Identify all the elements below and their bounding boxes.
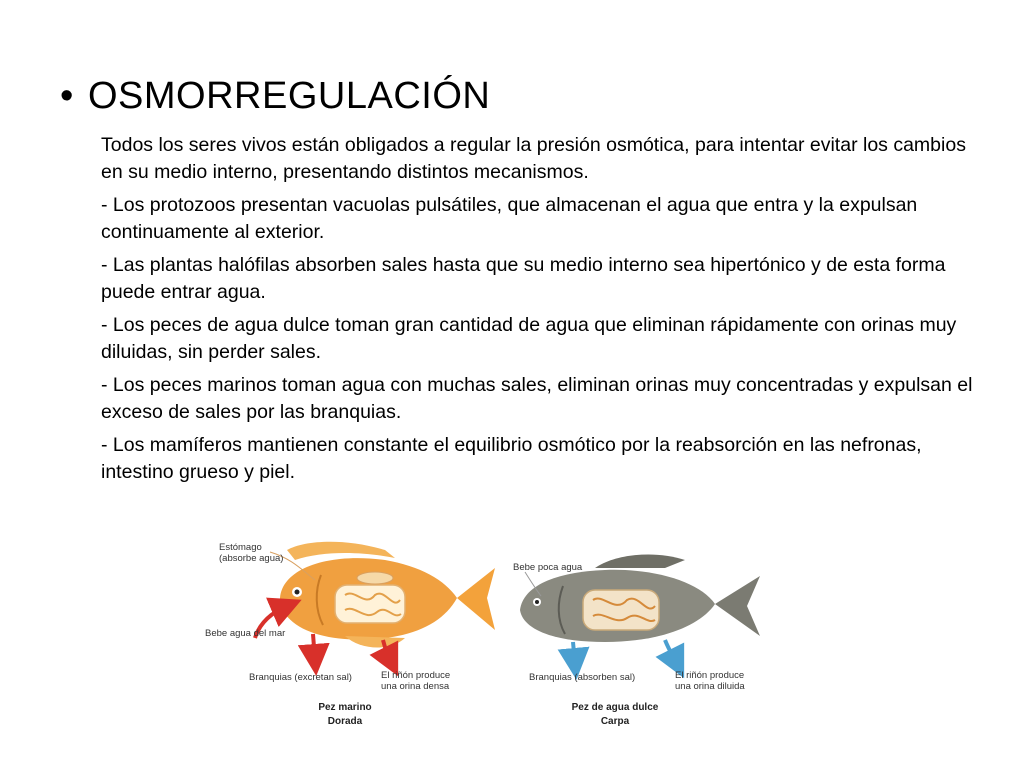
paragraph-protozoa: - Los protozoos presentan vacuolas pulsátiles, que almacenan el agua que entra y la expulsan continuamente al exterior. — [101, 194, 918, 243]
title-text: OSMORREGULACIÓN — [88, 75, 491, 117]
marine-drink-label: Bebe agua del mar — [205, 628, 286, 639]
paragraph-freshwater-fish: - Los peces de agua dulce toman gran cantidad de agua que eliminan rápidamente con orinas muy diluidas, sin perder sales. — [101, 314, 957, 363]
freshwater-drink-label: Bebe poca agua — [513, 562, 583, 573]
paragraph-marine-fish: - Los peces marinos toman agua con muchas sales, eliminan orinas muy concentradas y expulsan el exceso de sales por las branquias. — [101, 374, 973, 423]
title-bullet: • — [60, 75, 74, 117]
stomach-label-2: (absorbe agua) — [219, 553, 284, 564]
marine-caption-1: Pez marino — [318, 702, 372, 713]
freshwater-caption-1: Pez de agua dulce — [571, 702, 659, 713]
marine-fish — [255, 542, 495, 662]
marine-caption-2: Dorada — [327, 716, 363, 727]
freshwater-kidney-label-1: El riñón produce — [675, 670, 745, 681]
stomach-label-1: Estómago — [219, 542, 262, 553]
marine-kidney-label-2: una orina densa — [381, 681, 450, 692]
marine-kidney-label-1: El riñón produce — [381, 670, 451, 681]
freshwater-kidney-label-2: una orina diluida — [675, 681, 745, 692]
marine-gills-label: Branquias (excretan sal) — [249, 672, 352, 683]
freshwater-caption-2: Carpa — [600, 716, 630, 727]
osmoregulation-figure — [195, 530, 775, 740]
paragraph-mammals: - Los mamíferos mantienen constante el equilibrio osmótico por la reabsorción en las nefronas, intestino grueso y piel. — [101, 434, 922, 483]
paragraph-halophytes: - Las plantas halófilas absorben sales hasta que su medio interno sea hipertónico y de esta forma puede entrar agua. — [101, 254, 946, 303]
paragraph-intro: Todos los seres vivos están obligados a regular la presión osmótica, para intentar evitar los cambios en su medio interno, presentando distintos mecanismos. — [101, 134, 966, 183]
slide-title — [60, 72, 490, 120]
slide-body — [101, 132, 981, 492]
freshwater-gills-label: Branquias (absorben sal) — [529, 672, 636, 683]
